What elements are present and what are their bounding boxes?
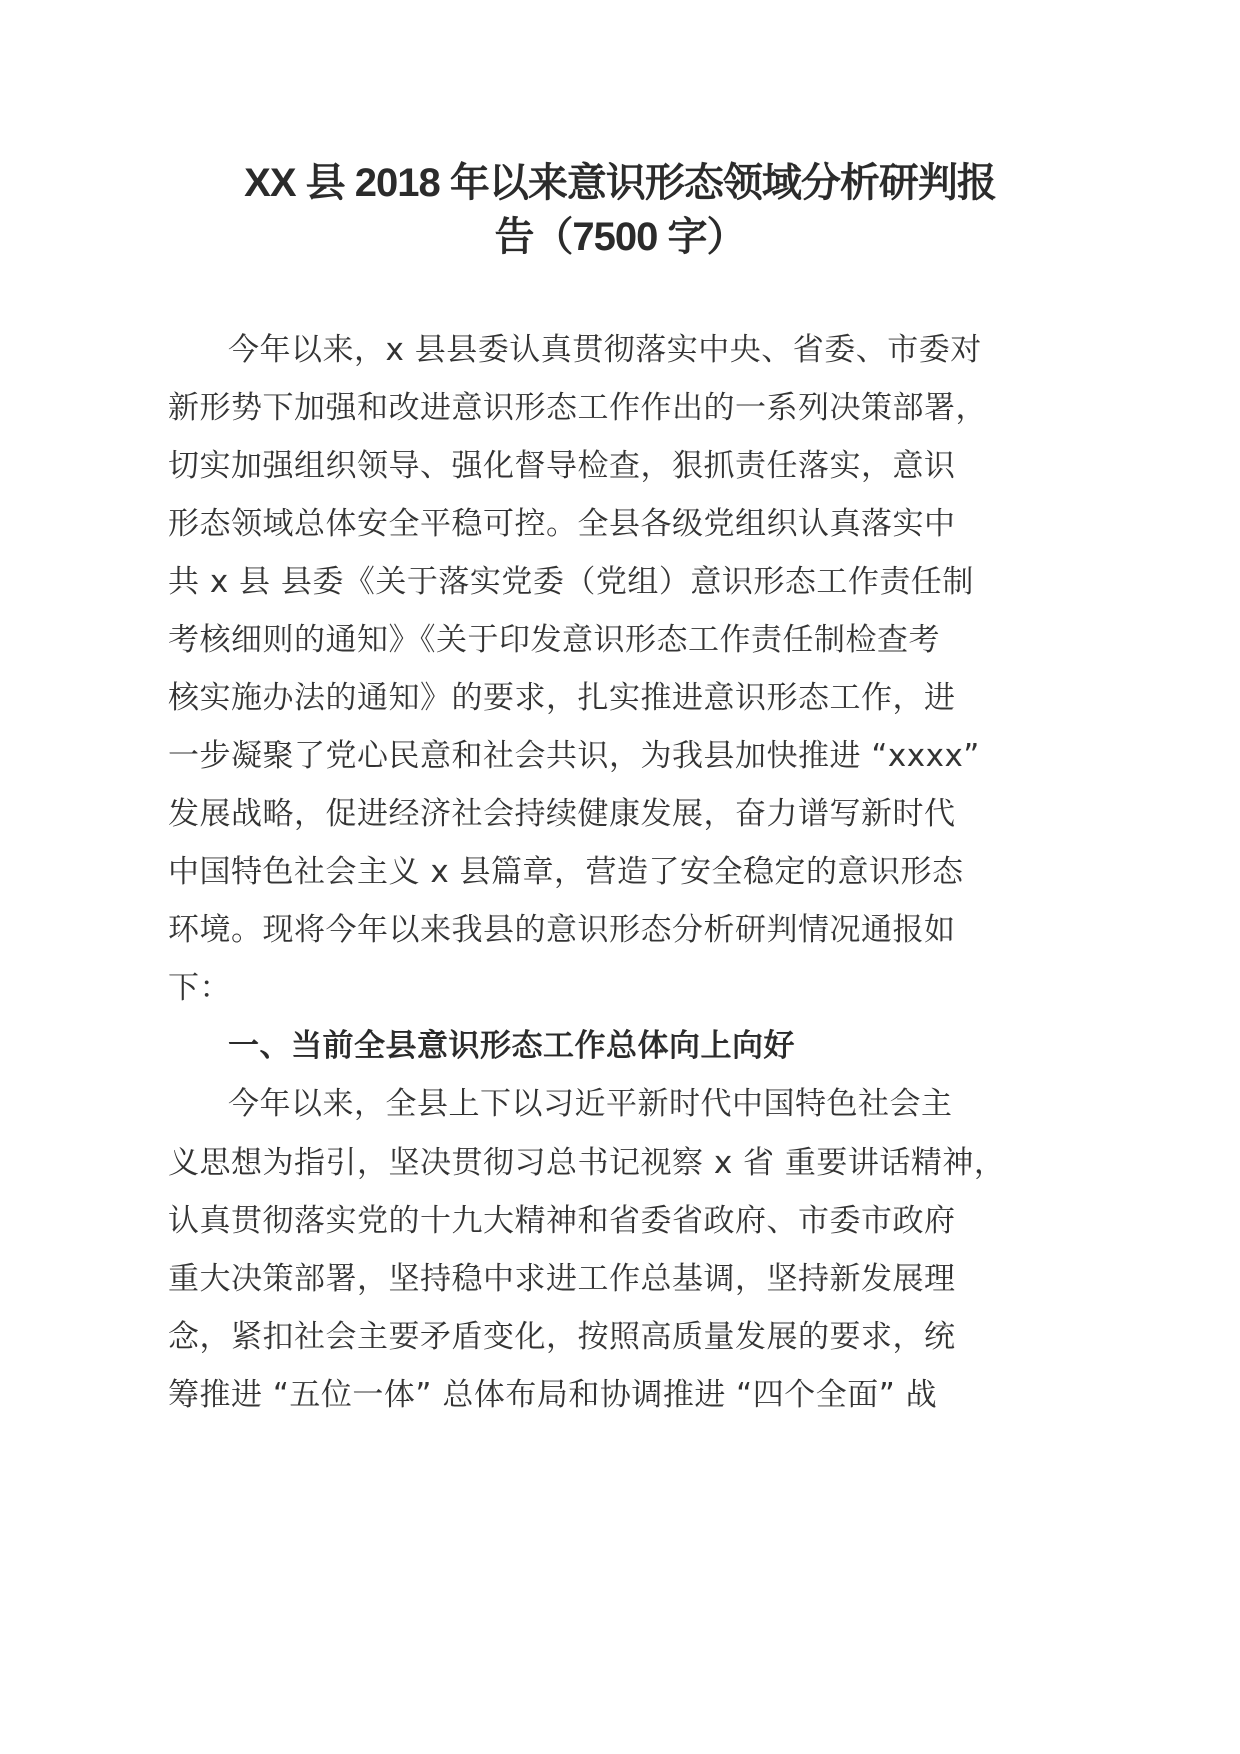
section-heading: 一、当前全县意识形态工作总体向上向好 <box>228 1028 795 1064</box>
paragraph-line: 今年以来，x 县县委认真贯彻落实中央、省委、市委对 <box>228 332 982 368</box>
paragraph-line: 一步凝聚了党心民意和社会共识，为我县加快推进 “xxxx” <box>168 738 980 774</box>
paragraph-line: 发展战略，促进经济社会持续健康发展，奋力谱写新时代 <box>168 796 956 832</box>
paragraph-line: 筹推进 “五位一体” 总体布局和协调推进 “四个全面” 战 <box>168 1377 938 1413</box>
paragraph-line: 新形势下加强和改进意识形态工作作出的一系列决策部署， <box>168 390 987 426</box>
paragraph-line: 下： <box>168 970 231 1006</box>
paragraph-line: 今年以来，全县上下以习近平新时代中国特色社会主 <box>228 1086 953 1122</box>
paragraph-line: 念，紧扣社会主要矛盾变化，按照高质量发展的要求，统 <box>168 1319 956 1355</box>
paragraph-line: 中国特色社会主义 x 县篇章，营造了安全稳定的意识形态 <box>168 854 964 890</box>
paragraph-line: 考核细则的通知》《关于印发意识形态工作责任制检查考 <box>168 622 940 658</box>
title-line-1: XX 县 2018 年以来意识形态领域分析研判报 <box>244 161 996 205</box>
paragraph-line: 认真贯彻落实党的十九大精神和省委省政府、市委市政府 <box>168 1203 956 1239</box>
title-line-2: 告（7500 字） <box>494 215 746 259</box>
paragraph-line: 切实加强组织领导、强化督导检查，狠抓责任落实，意识 <box>168 448 956 484</box>
paragraph-line: 义思想为指引，坚决贯彻习总书记视察 x 省 重要讲话精神， <box>168 1145 1006 1181</box>
paragraph-line: 形态领域总体安全平稳可控。全县各级党组织认真落实中 <box>168 506 956 542</box>
paragraph-line: 环境。现将今年以来我县的意识形态分析研判情况通报如 <box>168 912 956 948</box>
paragraph-line: 核实施办法的通知》的要求，扎实推进意识形态工作，进 <box>168 680 956 716</box>
paragraph-line: 重大决策部署，坚持稳中求进工作总基调，坚持新发展理 <box>168 1261 956 1297</box>
paragraph-line: 共 x 县 县委《关于落实党委（党组）意识形态工作责任制 <box>168 564 974 600</box>
